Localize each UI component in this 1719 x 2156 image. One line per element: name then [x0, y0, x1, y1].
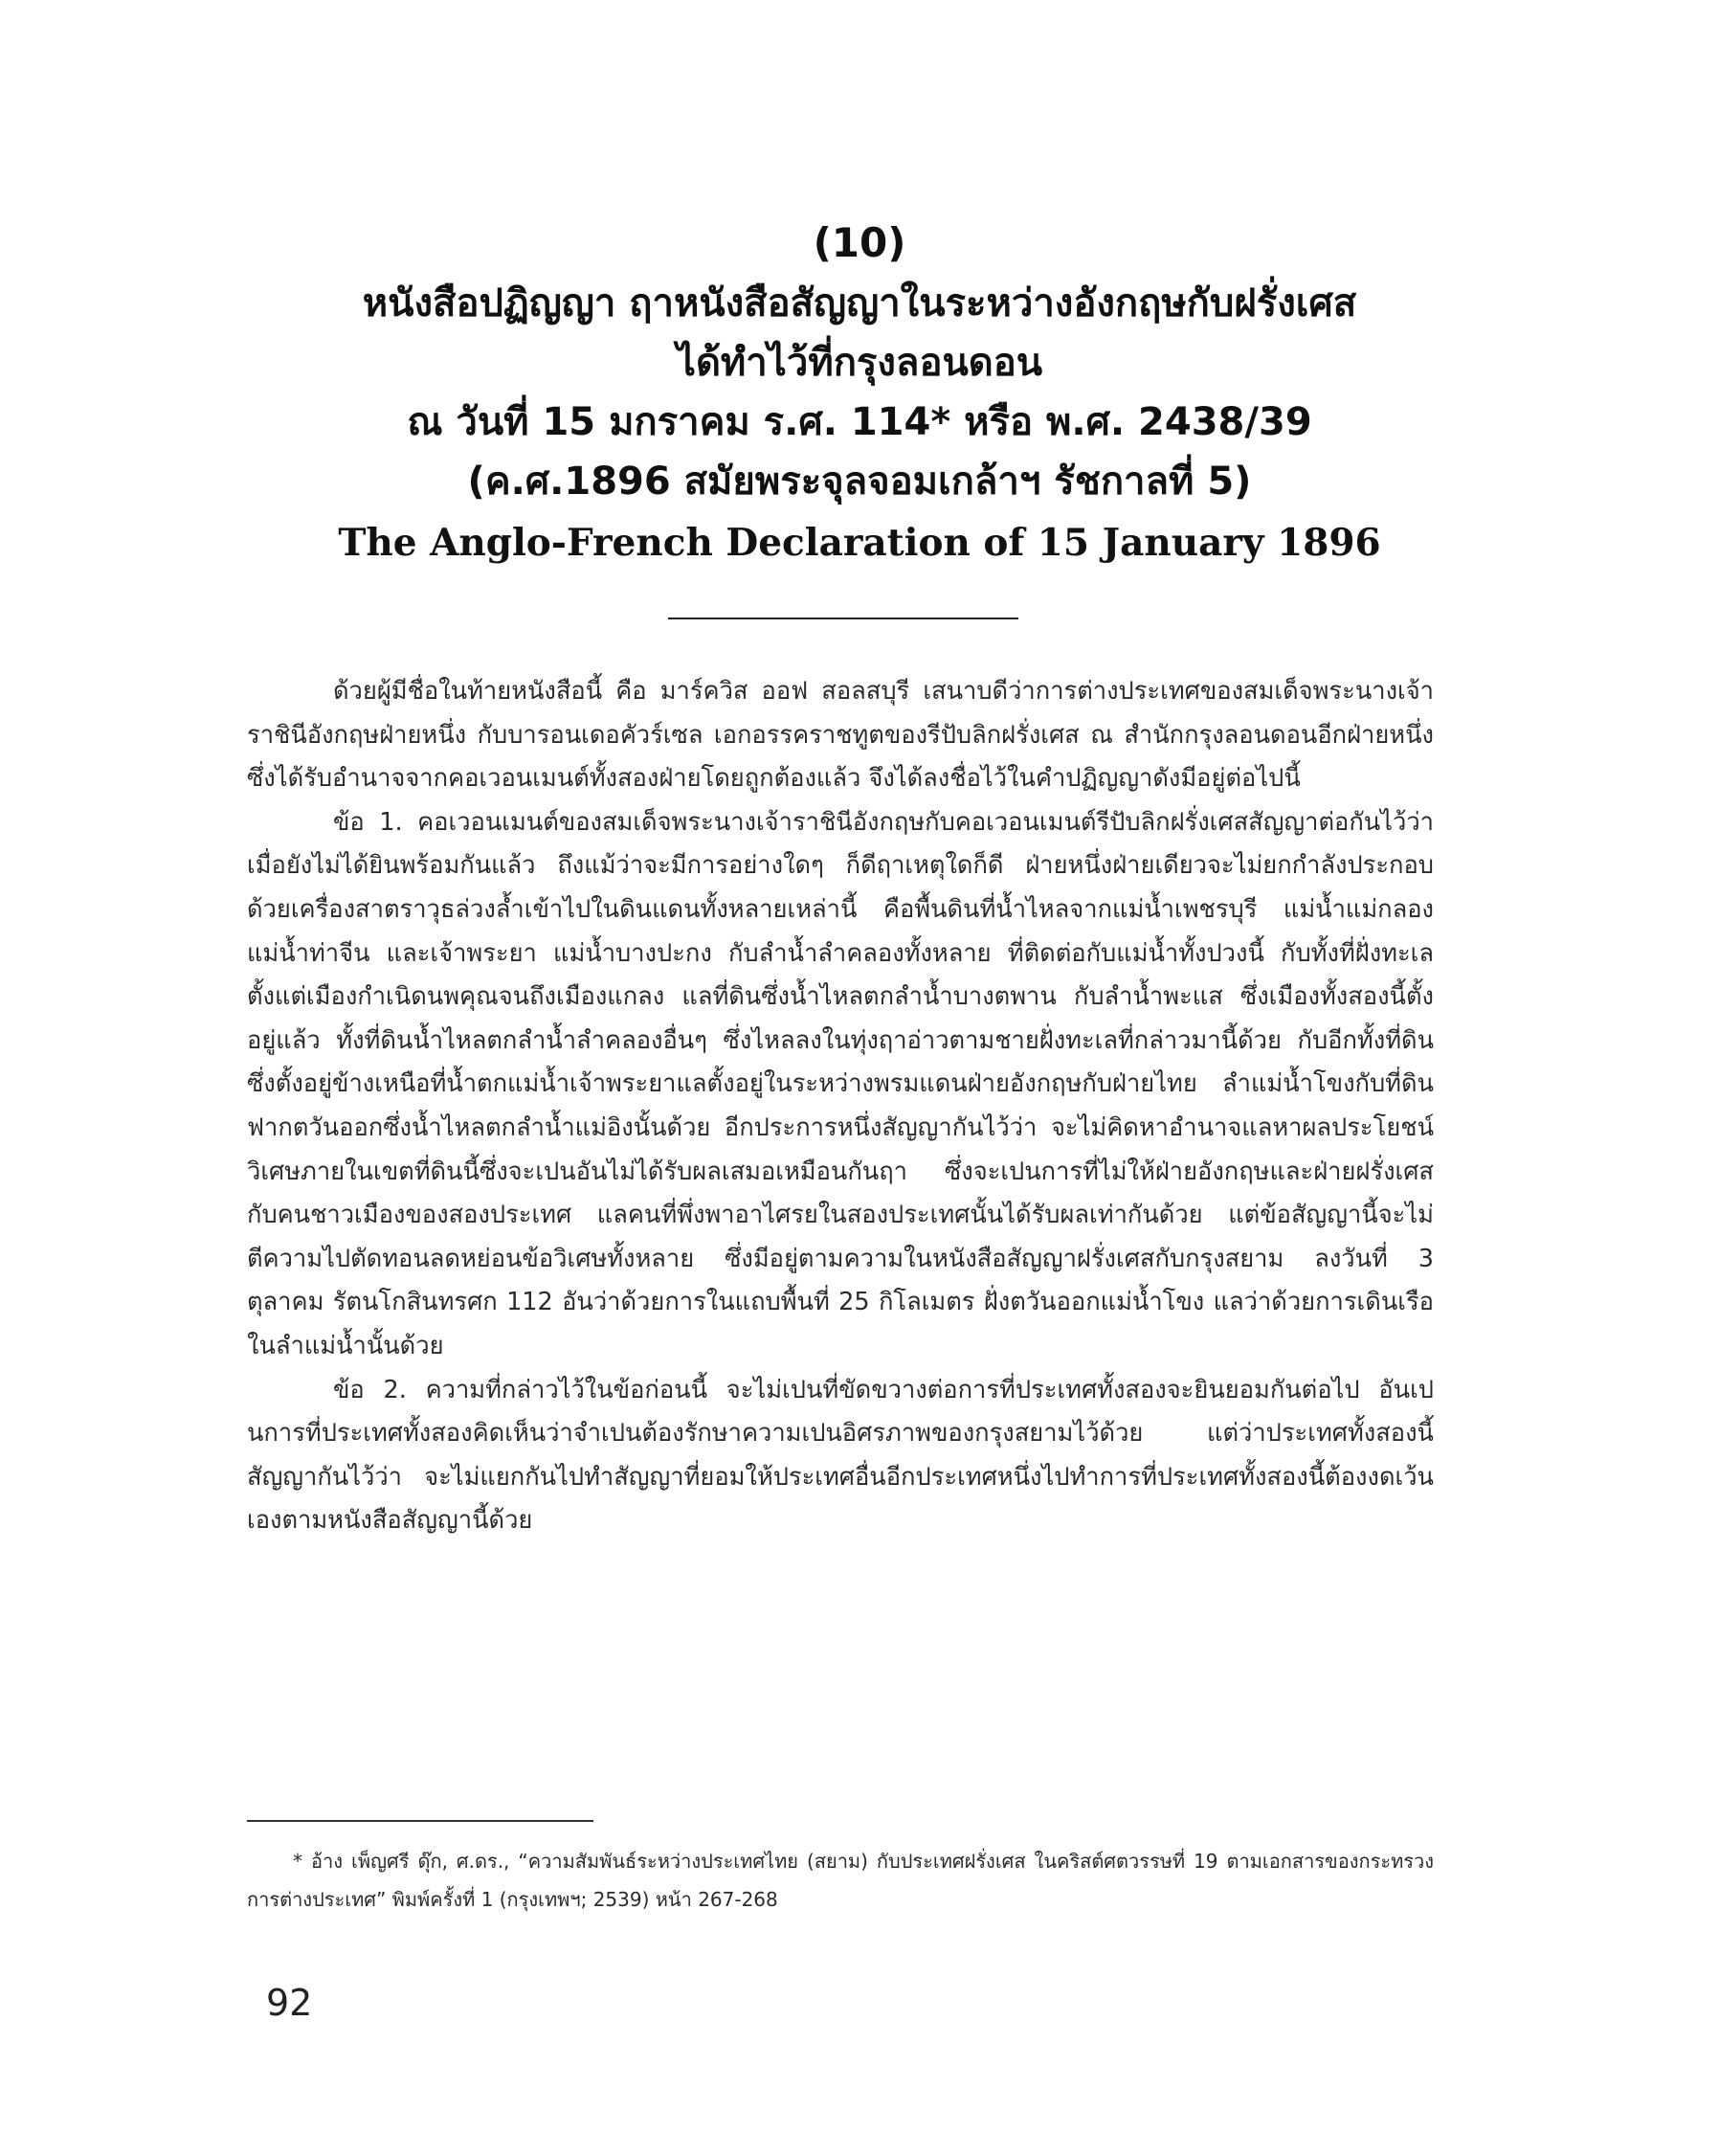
document-header [0, 213, 1719, 574]
title-line-3: ณ วันที่ 15 มกราคม ร.ศ. 114* หรือ พ.ศ. 2438/39 [407, 400, 1312, 444]
footnote-text: * อ้าง เพ็ญศรี ดุ๊ก, ศ.ดร., “ความสัมพันธ์ระหว่างประเทศไทย (สยาม) กับประเทศฝรั่งเศส ในคริสต์ศตวรรษที่ 19 ตามเอกสารของกระทรวงการต่างประเทศ” พิมพ์ครั้งที่ 1 (กรุงเทพฯ; 2539) หน้า 267-268 [247, 1850, 1434, 1911]
page-number: 92 [266, 1982, 313, 2024]
body-text [247, 670, 1434, 1543]
section-number: (10) [813, 219, 906, 266]
paragraph-article-2: ข้อ 2. ความที่กล่าวไว้ในข้อก่อนนี้ จะไม่เปนที่ขัดขวางต่อการที่ประเทศทั้งสองจะยินยอมกันต่อไป อันเปนการที่ประเทศทั้งสองคิดเห็นว่าจำเปนต้องรักษาความเปนอิศรภาพของกรุงสยามไว้ด้วย แต่ว่าประเทศทั้งสองนี้สัญญากันไว้ว่า จะไม่แยกกันไปทำสัญญาที่ยอมให้ประเทศอื่นอีกประเทศหนึ่งไปทำการที่ประเทศทั้งสองนี้ต้องงดเว้นเองตามหนังสือสัญญานี้ด้วย [247, 1375, 1434, 1536]
title-line-4: (ค.ศ.1896 สมัยพระจุลจอมเกล้าฯ รัชกาลที่ 5) [467, 460, 1252, 504]
title-line-1: หนังสือปฏิญญา ฤาหนังสือสัญญาในระหว่างอังกฤษกับฝรั่งเศส [362, 281, 1357, 326]
title-line-2: ได้ทำไว้ที่กรุงลอนดอน [676, 341, 1043, 385]
footnote-divider [247, 1820, 593, 1822]
english-title: The Anglo-French Declaration of 15 January 1896 [338, 521, 1381, 565]
paragraph-article-1: ข้อ 1. คอเวอนเมนต์ของสมเด็จพระนางเจ้าราชินีอังกฤษกับคอเวอนเมนต์รีปับลิกฝรั่งเศสสัญญาต่อกันไว้ว่า เมื่อยังไม่ได้ยินพร้อมกันแล้ว ถึงแม้ว่าจะมีการอย่างใดๆ ก็ดีฤาเหตุใดก็ดี ฝ่ายหนึ่งฝ่ายเดียวจะไม่ยกกำลังประกอบด้วยเครื่องสาตราวุธล่วงล้ำเข้าไปในดินแดนทั้งหลายเหล่านี้ คือพื้นดินที่น้ำไหลจากแม่น้ำเพชรบุรี แม่น้ำแม่กลอง แม่น้ำท่าจีน และเจ้าพระยา แม่น้ำบางปะกง กับลำน้ำลำคลองทั้งหลาย ที่ติดต่อกับแม่น้ำทั้งปวงนี้ กับทั้งที่ฝั่งทะเลตั้งแต่เมืองกำเนิดนพคุณจนถึงเมืองแกลง แลที่ดินซึ่งน้ำไหลตกลำน้ำบางตพาน กับลำน้ำพะแส ซึ่งเมืองทั้งสองนี้ตั้งอยู่แล้ว ทั้งที่ดินน้ำไหลตกลำน้ำลำคลองอื่นๆ ซึ่งไหลลงในทุ่งฤาอ่าวตามชายฝั่งทะเลที่กล่าวมานี้ด้วย กับอีกทั้งที่ดินซึ่งตั้งอยู่ข้างเหนือที่น้ำตกแม่น้ำเจ้าพระยาแลตั้งอยู่ในระหว่างพรมแดนฝ่ายอังกฤษกับฝ่ายไทย ลำแม่น้ำโขงกับที่ดินฟากตวันออกซึ่งน้ำไหลตกลำน้ำแม่อิงนั้นด้วย อีกประการหนึ่งสัญญากันไว้ว่า จะไม่คิดหาอำนาจแลหาผลประโยชน์วิเศษภายในเขตที่ดินนี้ซึ่งจะเปนอันไม่ได้รับผลเสมอเหมือนกันฤา ซึ่งจะเปนการที่ไม่ให้ฝ่ายอังกฤษและฝ่ายฝรั่งเศสกับคนชาวเมืองของสองประเทศ แลคนที่พึ่งพาอาไศรยในสองประเทศนั้นได้รับผลเท่ากันด้วย แต่ข้อสัญญานี้จะไม่ตีความไปตัดทอนลดหย่อนข้อวิเศษทั้งหลาย ซึ่งมีอยู่ตามความในหนังสือสัญญาฝรั่งเศสกับกรุงสยาม ลงวันที่ 3 ตุลาคม รัตนโกสินทรศก 112 อันว่าด้วยการในแถบพื้นที่ 25 กิโลเมตร ฝั่งตวันออกแม่น้ำโขง แลว่าด้วยการเดินเรือในลำแม่น้ำนั้นด้วย [247, 807, 1434, 1360]
paragraph-preamble: ด้วยผู้มีชื่อในท้ายหนังสือนี้ คือ มาร์ควิส ออฟ สอลสบุรี เสนาบดีว่าการต่างประเทศของสมเด็จพระนางเจ้าราชินีอังกฤษฝ่ายหนึ่ง กับบารอนเดอคัวร์เซล เอกอรรคราชทูตของรีปับลิกฝรั่งเศส ณ สำนักกรุงลอนดอนอีกฝ่ายหนึ่ง ซึ่งได้รับอำนาจจากคอเวอนเมนต์ทั้งสองฝ่ายโดยถูกต้องแล้ว จึงได้ลงชื่อไว้ในคำปฏิญญาดังมีอยู่ต่อไปนี้ [247, 677, 1434, 794]
footnote [247, 1842, 1434, 1919]
title-divider [668, 618, 1018, 619]
